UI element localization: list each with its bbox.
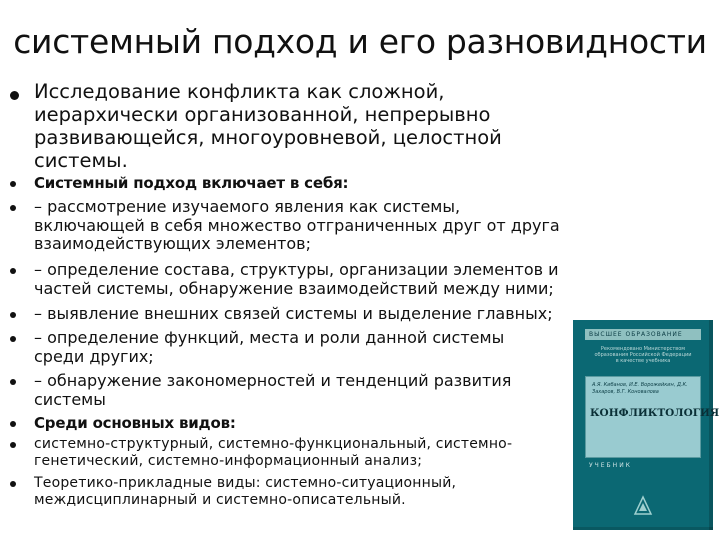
- bullet-dot-icon: [10, 442, 16, 448]
- bullet-line: – определение функций, места и роли данной системы: [34, 328, 505, 347]
- bullet-line: Системный подход включает в себя:: [34, 174, 349, 192]
- bullet-line: – рассмотрение изучаемого явления как системы,: [34, 197, 461, 216]
- bullet-line: генетический, системно-информационный анализ;: [34, 453, 423, 469]
- bullet-dot-icon: [10, 205, 16, 211]
- bullet-line: частей системы, обнаружение взаимодействий между ними;: [34, 278, 554, 298]
- bullet-line: Теоретико-прикладные виды: системно-ситуационный,: [34, 475, 457, 491]
- publisher-logo-icon: [631, 494, 655, 518]
- book-authors: А.Я. Кибанов, И.Е. Ворожейкин, Д.К. Захаров, В.Г. Коновалова: [592, 382, 688, 395]
- book-series-label: ВЫСШЕЕ ОБРАЗОВАНИЕ: [585, 329, 701, 340]
- bullet-line: системы: [34, 389, 106, 409]
- bullet-line: включающей в себя множество отграниченных друг от друга: [34, 215, 560, 235]
- book-cover-image: [573, 320, 720, 530]
- bullet-dot-icon: [10, 312, 16, 318]
- bullet-line: системы.: [34, 149, 128, 172]
- bullet-line: развивающейся, многоуровневой, целостной: [34, 126, 502, 149]
- book-title-panel: [585, 376, 720, 458]
- bullet-dot-icon: [10, 336, 16, 342]
- book-title: КОНФЛИКТОЛОГИЯ: [590, 407, 720, 419]
- bullet-line: системно-структурный, системно-функциональный, системно-: [34, 436, 513, 452]
- bullet-dot-icon: [10, 481, 16, 487]
- book-subtitle: Рекомендовано Министерством образования Российской Федерации в качестве учебника: [594, 346, 692, 364]
- bullet-dot-icon: [10, 91, 19, 100]
- book-kind: УЧЕБНИК: [589, 462, 632, 469]
- bullet-dot-icon: [10, 268, 16, 274]
- bullet-line: иерархически организованной, непрерывно: [34, 103, 491, 126]
- bullet-line: Среди основных видов:: [34, 414, 236, 432]
- bullet-line: – обнаружение закономерностей и тенденций развития: [34, 371, 512, 390]
- bullet-line: междисциплинарный и системно-описательный.: [34, 492, 406, 508]
- bullet-line: Исследование конфликта как сложной,: [34, 80, 445, 103]
- bullet-dot-icon: [10, 181, 16, 187]
- bullet-dot-icon: [10, 379, 16, 385]
- bullet-line: взаимодействующих элементов;: [34, 234, 311, 253]
- slide-title: системный подход и его разновидности: [13, 22, 707, 61]
- bullet-line: среди других;: [34, 346, 154, 366]
- bullet-dot-icon: [10, 421, 16, 427]
- bullet-line: – выявление внешних связей системы и выделение главных;: [34, 304, 553, 323]
- bullet-line: – определение состава, структуры, организации элементов и: [34, 260, 559, 279]
